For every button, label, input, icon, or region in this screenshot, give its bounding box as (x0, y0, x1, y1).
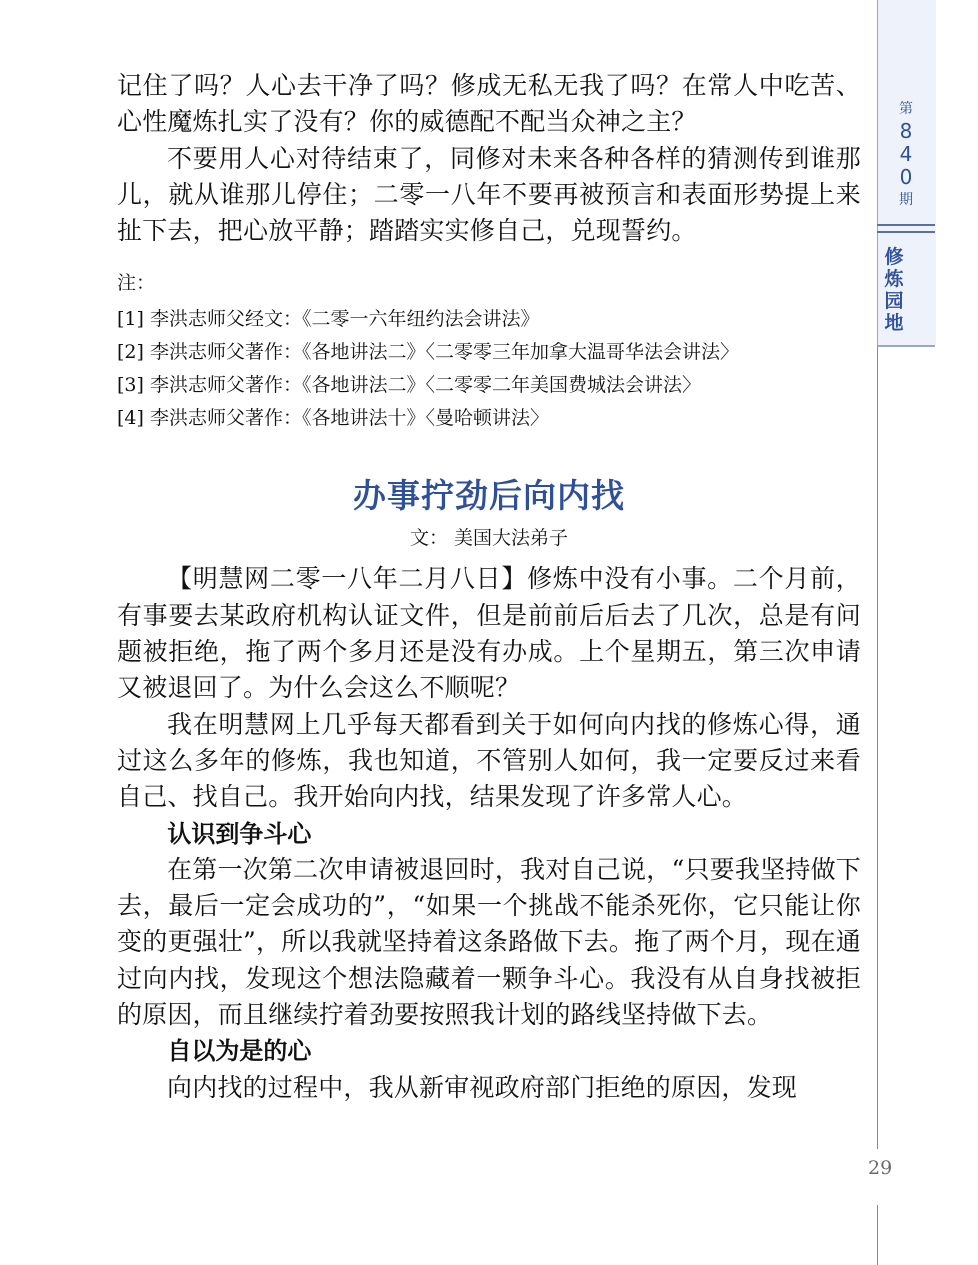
sidebar-divider (877, 345, 935, 347)
issue-prefix: 第 (899, 101, 913, 117)
section-heading: 自以为是的心 (167, 1037, 312, 1066)
issue-digit: 8 (899, 119, 913, 143)
footnote: [3] 李洪志师父著作：《各地讲法二》〈二零零二年美国费城法会讲法〉 (117, 374, 701, 397)
section-label-char: 地 (884, 312, 904, 334)
margin-rule (877, 1205, 878, 1265)
page-number: 29 (868, 1157, 893, 1179)
footnote: [4] 李洪志师父著作：《各地讲法十》〈曼哈顿讲法〉 (117, 407, 549, 430)
issue-digit: 4 (899, 142, 913, 166)
issue-digit: 0 (899, 165, 913, 189)
footnote: [2] 李洪志师父著作：《各地讲法二》〈二零零三年加拿大温哥华法会讲法〉 (117, 341, 739, 364)
body-paragraph: 我在明慧网上几乎每天都看到关于如何向内找的修炼心得，通过这么多年的修炼，我也知道，不管别人如何，我一定要反过来看自己、找自己。我开始向内找，结果发现了许多常人心。 (117, 709, 861, 812)
body-paragraph: 【明慧网二零一八年二月八日】修炼中没有小事。二个月前，有事要去某政府机构认证文件，但是前前后后去了几次，总是有问题被拒绝，拖了两个多月还是没有办成。上个星期五，第三次申请又被退回了。为什么会这么不顺呢？ (117, 564, 861, 703)
section-heading: 认识到争斗心 (167, 819, 312, 848)
issue-suffix: 期 (899, 192, 913, 208)
issue-number (877, 98, 935, 224)
sidebar-divider (877, 231, 935, 233)
body-paragraph: 不要用人心对待结束了，同修对未来各种各样的猜测传到谁那儿，就从谁那儿停住；二零一八年不要再被预言和表面形势提上来扯下去，把心放平静；踏踏实实修自己，兑现誓约。 (117, 143, 861, 246)
article-author: 文： 美国大法弟子 (409, 527, 569, 550)
section-label-char: 园 (884, 290, 904, 312)
body-paragraph: 在第一次第二次申请被退回时，我对自己说，“只要我坚持做下去，最后一定会成功的”，“如果一个挑战不能杀死你，它只能让你变的更强壮”，所以我就坚持着这条路做下去。拖了两个月，现在通过向内找，发现这个想法隐藏着一颗争斗心。我没有从自身找被拒的原因，而且继续拧着劲要按照我计划的路线坚持做下去。 (117, 854, 861, 1030)
footnote: [1] 李洪志师父经文：《二零一六年纽约法会讲法》 (117, 308, 540, 331)
body-paragraph: 记住了吗？人心去干净了吗？修成无私无我了吗？在常人中吃苦、心性魔炼扎实了没有？你的威德配不配当众神之主？ (117, 71, 861, 137)
body-paragraph: 向内找的过程中，我从新审视政府部门拒绝的原因，发现 (167, 1072, 798, 1102)
section-label-char: 炼 (884, 268, 904, 290)
section-label-char: 修 (884, 246, 904, 268)
section-label (877, 246, 911, 334)
margin-rule (877, 347, 878, 1149)
page-content (117, 68, 861, 1106)
notes-label: 注： (117, 272, 156, 295)
article-title: 办事拧劲后向内找 (353, 476, 625, 516)
sidebar-divider (877, 224, 935, 226)
